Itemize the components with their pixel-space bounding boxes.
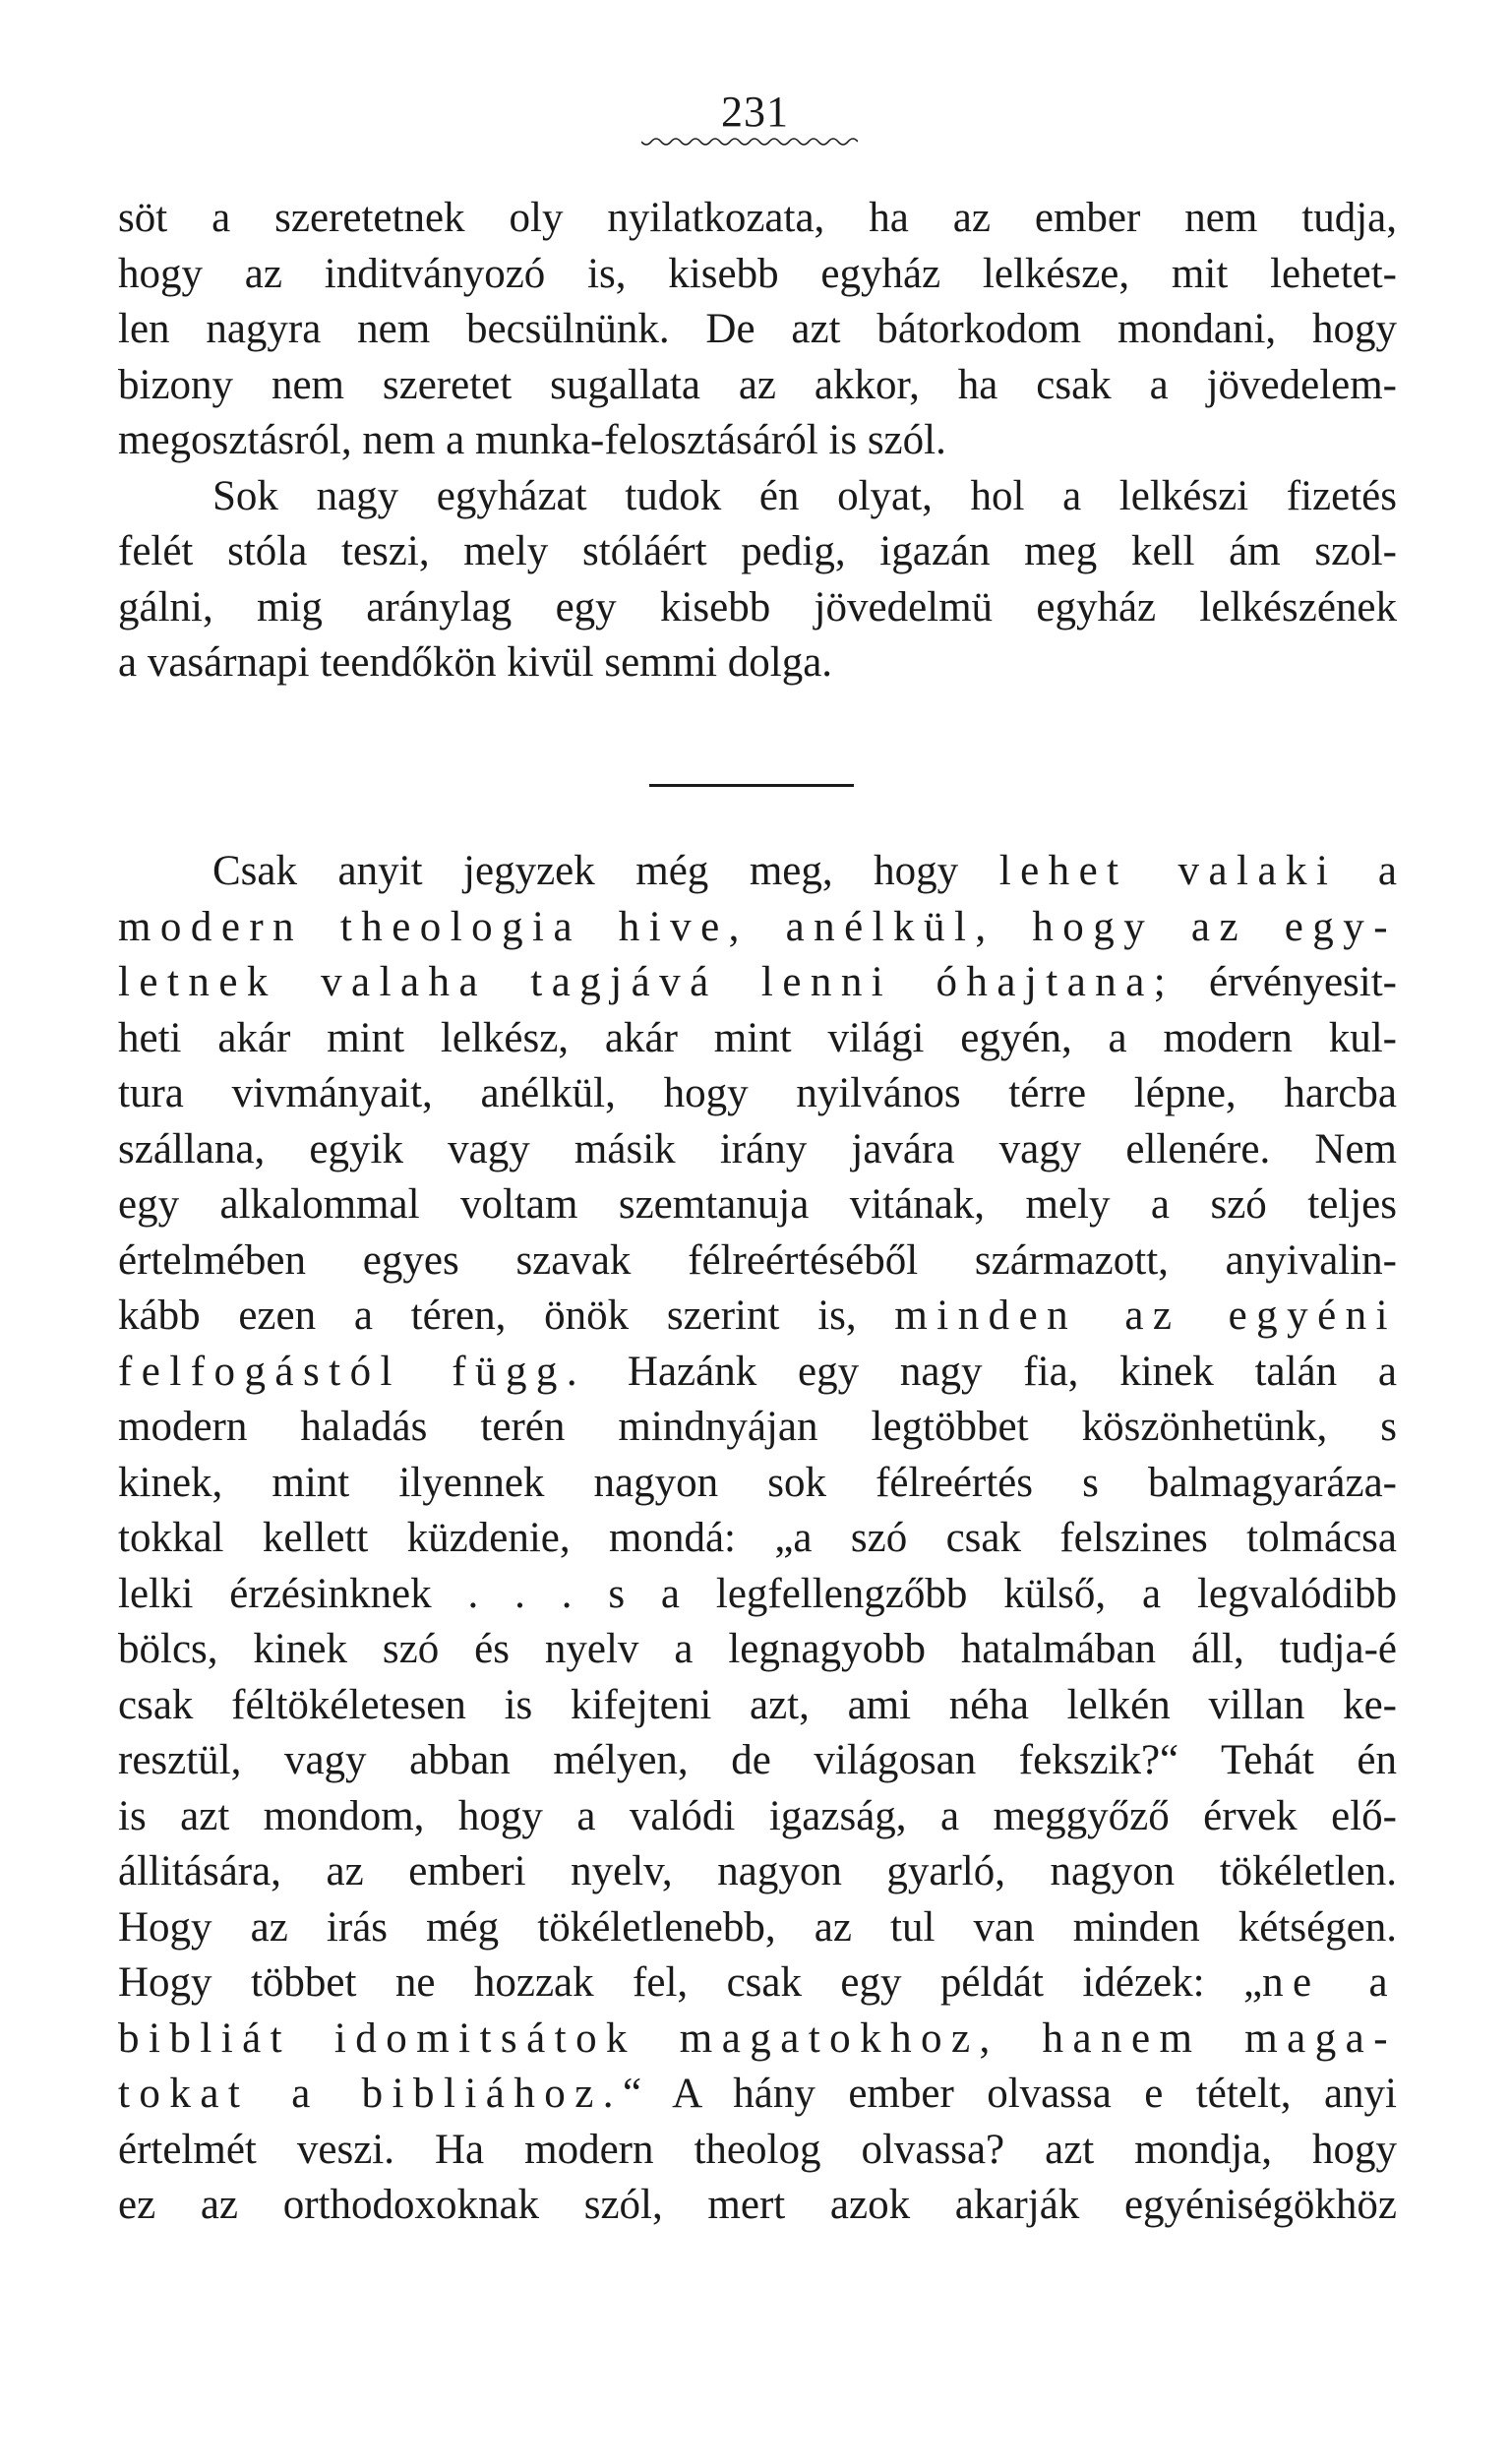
page-number: 231 <box>721 88 789 136</box>
text-line: a vasárnapi teendőkön kivül semmi dolga. <box>118 639 833 686</box>
text-line: kább ezen a téren, önök szerint is, minden az egyéni <box>118 1292 1397 1339</box>
text-line: felét stóla teszi, mely stóláért pedig, igazán meg kell ám szol- <box>118 528 1397 574</box>
spaced-emphasis: modern theologia hive, anélkül, hogy az egy- <box>118 903 1397 950</box>
text-line: Sok nagy egyházat tudok én olyat, hol a lelkészi fizetés <box>212 472 1397 519</box>
text-line: csak féltökéletesen is kifejteni azt, ami néha lelkén villan ke- <box>118 1681 1397 1728</box>
text-line: bölcs, kinek szó és nyelv a legnagyobb hatalmában áll, tudja-é <box>118 1626 1397 1672</box>
text-line: megosztásról, nem a munka-felosztásáról is szól. <box>118 417 946 463</box>
spaced-emphasis: ne a <box>1262 1959 1397 2006</box>
text-line: bizony nem szeretet sugallata az akkor, ha csak a jövedelem- <box>118 361 1397 408</box>
text-line: hogy az inditványozó is, kisebb egyház lelkésze, mit lehetet- <box>118 250 1397 297</box>
text-line: Hogy többet ne hozzak fel, csak egy példát idézek: „ne a <box>118 1959 1397 2006</box>
spaced-emphasis: minden az egyéni <box>894 1292 1397 1339</box>
text-line <box>118 2012 1397 2068</box>
section-separator-rule <box>649 784 854 787</box>
text-line: resztül, vagy abban mélyen, de világosan fekszik?“ Tehát én <box>118 1737 1397 1783</box>
text-line: tura vivmányait, anélkül, hogy nyilvános térre lépne, harcba <box>118 1070 1397 1116</box>
text-line: tokkal kellett küzdenie, mondá: „a szó csak felszines tolmácsa <box>118 1515 1397 1561</box>
page-number-wavy-rule <box>641 138 858 150</box>
text-line: letnek valaha tagjává lenni óhajtana; érvényesit- <box>118 959 1398 1005</box>
text-line: modern haladás terén mindnyájan legtöbbet köszönhetünk, s <box>118 1404 1397 1450</box>
spaced-emphasis: felfogástól függ. <box>118 1348 587 1395</box>
spaced-emphasis: letnek valaha tagjává lenni óhajtana; <box>118 959 1176 1005</box>
spaced-emphasis: lehet valaki <box>998 848 1338 894</box>
text-line: is azt mondom, hogy a valódi igazság, a meggyőző érvek elő- <box>118 1792 1397 1839</box>
text-line: heti akár mint lelkész, akár mint világi egyén, a modern kul- <box>118 1014 1397 1061</box>
text-line: ez az orthodoxoknak szól, mert azok akarják egyéniségökhöz <box>118 2182 1397 2228</box>
spaced-emphasis: tokat a bibliához. <box>118 2071 624 2117</box>
spaced-emphasis: bibliát idomitsátok magatokhoz, hanem maga- <box>118 2014 1397 2062</box>
text-line <box>118 900 1397 956</box>
text-line: értelmét veszi. Ha modern theolog olvassa? azt mondja, hogy <box>118 2126 1397 2173</box>
text-line: söt a szeretetnek oly nyilatkozata, ha az ember nem tudja, <box>118 195 1397 241</box>
text-line: felfogástól függ. Hazánk egy nagy fia, kinek talán a <box>118 1348 1398 1395</box>
text-line: Csak anyit jegyzek még meg, hogy lehet valaki a <box>212 848 1397 894</box>
text-line: lelki érzésinknek . . . s a legfellengzőbb külső, a legvalódibb <box>118 1570 1397 1617</box>
text-line: gálni, mig aránylag egy kisebb jövedelmü egyház lelkészének <box>118 583 1397 631</box>
text-line: értelmében egyes szavak félreértéséből származott, anyivalin- <box>118 1236 1397 1284</box>
upper-text-block <box>118 191 1397 691</box>
text-line: szállana, egyik vagy másik irány javára vagy ellenére. Nem <box>118 1125 1397 1172</box>
text-line: egy alkalommal voltam szemtanuja vitának, mely a szó teljes <box>118 1181 1397 1228</box>
text-line: állitására, az emberi nyelv, nagyon gyarló, nagyon tökéletlen. <box>118 1848 1397 1894</box>
text-line: len nagyra nem becsülnünk. De azt bátorkodom mondani, hogy <box>118 306 1397 352</box>
text-line: Hogy az irás még tökéletlenebb, az tul van minden kétségen. <box>118 1903 1397 1951</box>
text-line: tokat a bibliához.“ A hány ember olvassa e tételt, anyi <box>118 2071 1398 2117</box>
text-line: kinek, mint ilyennek nagyon sok félreértés s balmagyaráza- <box>118 1459 1397 1506</box>
lower-text-block <box>118 844 1397 2234</box>
